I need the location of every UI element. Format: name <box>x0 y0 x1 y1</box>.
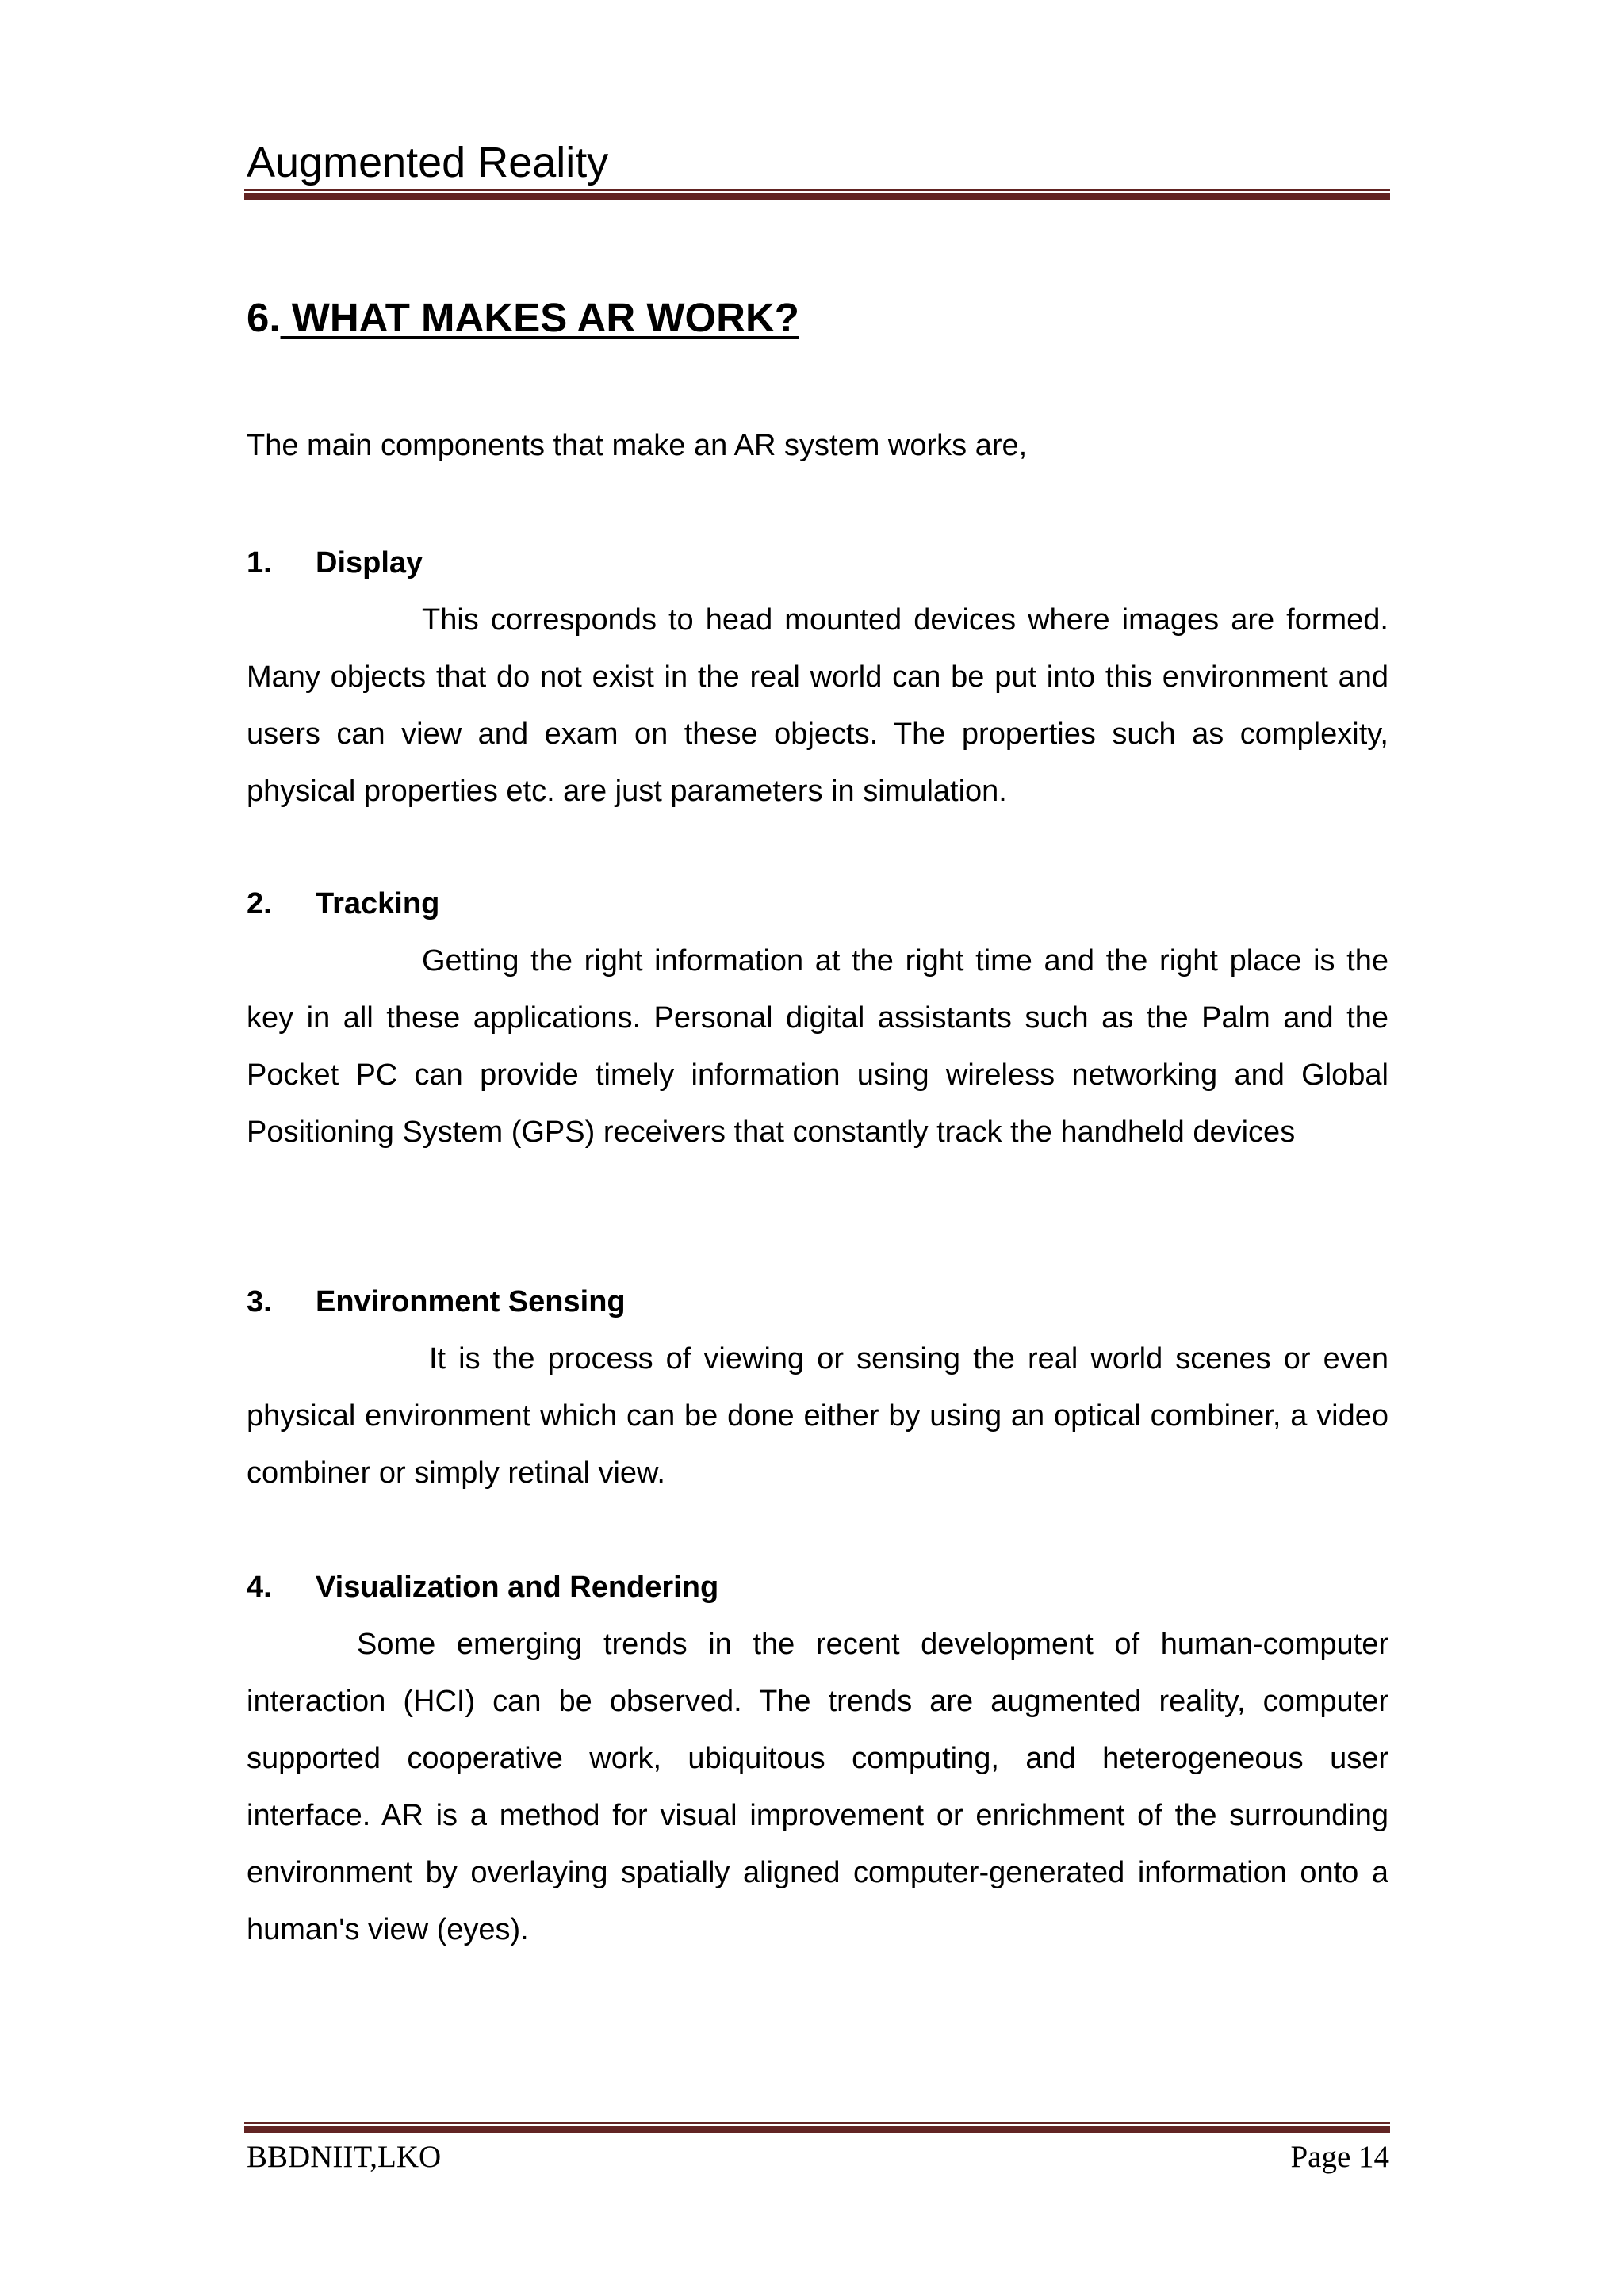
list-item-paragraph: It is the process of viewing or sensing the real world scenes or even physical environment which can be done either by using an optical combiner, a video combiner or simply retinal view. <box>247 1342 1388 1490</box>
section-title: WHAT MAKES AR WORK? <box>280 295 799 340</box>
footer-page-number: Page 14 <box>1290 2140 1389 2174</box>
list-item-heading <box>247 539 423 587</box>
header-rule <box>244 189 1390 200</box>
list-item-number: 1. <box>247 546 272 580</box>
list-item-number: 2. <box>247 887 272 920</box>
list-item-title: Display <box>316 546 423 580</box>
footer-rule <box>244 2122 1390 2133</box>
list-item-paragraph: Some emerging trends in the recent development of human-computer interaction (HCI) can be observed. The trends are augmented reality, computer supported cooperative work, ubiquitous computing, and heterogeneous user interface. AR is a method for visual improvement or enrichment of the surrounding environment by overlaying spatially aligned computer-generated information onto a human's view (eyes). <box>247 1628 1388 1946</box>
section-heading <box>247 290 799 346</box>
footer-institution: BBDNIIT,LKO <box>247 2140 442 2174</box>
section-number: 6. <box>247 295 281 340</box>
list-item-number: 3. <box>247 1285 272 1318</box>
header-rule-thick-line <box>244 193 1390 200</box>
list-item-title: Tracking <box>316 887 440 920</box>
list-item-title: Visualization and Rendering <box>316 1571 719 1604</box>
list-item-paragraph: Getting the right information at the right time and the right place is the key in all these applications. Personal digital assistants such as the Palm and the Pocket PC can provide timely information using wireless networking and Global Positioning System (GPS) receivers that constantly track the handheld devices <box>247 944 1388 1149</box>
list-item-heading <box>247 1563 718 1611</box>
list-item-paragraph: This corresponds to head mounted devices where images are formed. Many objects that do not exist in the real world can be put into this environment and users can view and exam on these objects. The properties such as complexity, physical properties etc. are just parameters in simulation. <box>247 603 1388 808</box>
list-item-title: Environment Sensing <box>316 1285 626 1318</box>
footer-rule-thick-line <box>244 2126 1390 2133</box>
list-item-heading <box>247 880 439 928</box>
intro-paragraph: The main components that make an AR system works are, <box>247 429 1028 462</box>
list-item-heading <box>247 1278 626 1326</box>
list-item-number: 4. <box>247 1571 272 1604</box>
running-header-title: Augmented Reality <box>247 139 609 186</box>
